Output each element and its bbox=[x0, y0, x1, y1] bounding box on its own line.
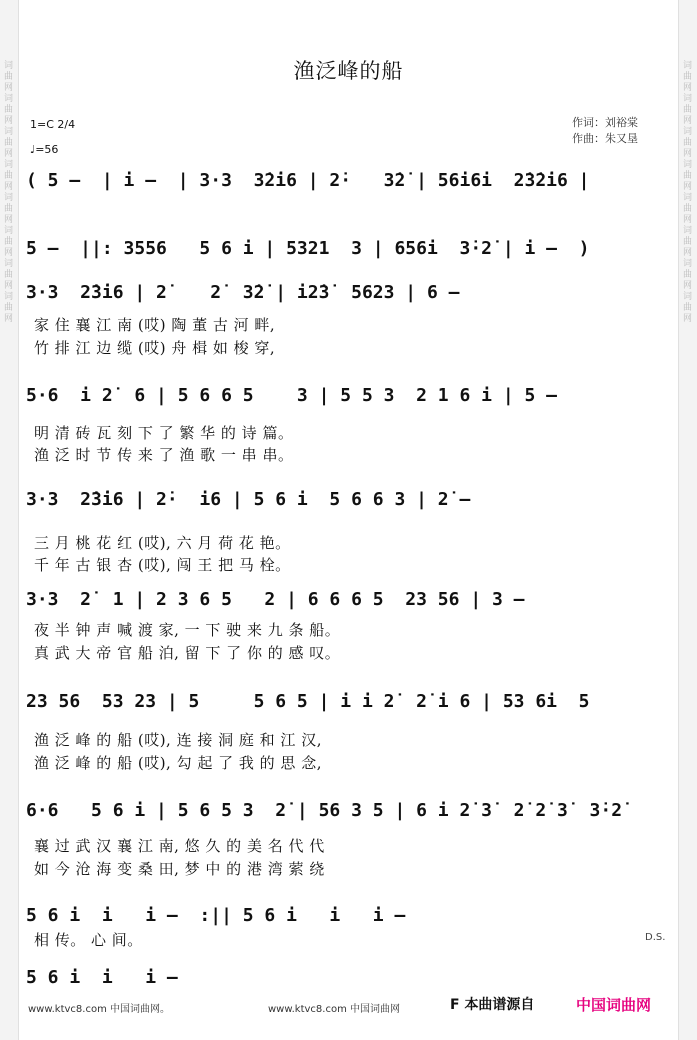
footer-url-middle[interactable]: www.ktvc8.com 中国词曲网 bbox=[268, 1004, 401, 1015]
lyric-row-6b: 真 武 大 帝 官 船 泊, 留 下 了 你 的 感 叹。 bbox=[34, 644, 341, 662]
tempo-marking: ♩=56 bbox=[30, 143, 59, 156]
lyric-row-3a: 家 住 襄 江 南 (哎) 陶 董 古 河 畔, bbox=[34, 316, 276, 334]
key-signature: 1=C 2/4 bbox=[30, 118, 76, 131]
notation-row-3: 3·3 2̇3̇i6 | 2̇ 2̇ 3̇2̇ | i2̇3̇ 5623 | 6 – bbox=[26, 282, 460, 303]
footer-site-name[interactable]: 中国词曲网 bbox=[576, 996, 652, 1014]
lyric-row-9: 相 传。 心 间。 bbox=[34, 931, 143, 949]
right-watermark-text: 词曲网词曲网词曲网词曲网词曲网词曲网词曲网词曲网 bbox=[681, 60, 691, 324]
notation-row-4: 5·6 i 2̇ 6 | 5 6 6 5 3 | 5 5 3 2 1 6 i | 5 – bbox=[26, 385, 558, 406]
notation-row-2: 5 – ||: 3556 5 6 i | 5321 3 | 656i 3̇·2̇ | i – ) bbox=[26, 238, 590, 259]
right-watermark-strip bbox=[678, 0, 697, 1040]
notation-row-5: 3·3 2̇3̇i6 | 2̇· i6 | 5 6 i 5 6 6 3 | 2̇ – bbox=[26, 489, 471, 510]
lyric-row-8b: 如 今 沧 海 变 桑 田, 梦 中 的 港 湾 萦 绕 bbox=[34, 860, 325, 878]
left-watermark-strip bbox=[0, 0, 19, 1040]
notation-row-1: ( 5 – | i – | 3·3 3̇2̇i6 | 2̇· 3̇2̇ | 56i6i 2̇3̇2̇i6 | bbox=[26, 170, 590, 191]
lyric-row-3b: 竹 排 江 边 缆 (哎) 舟 楫 如 梭 穿, bbox=[34, 339, 276, 357]
left-watermark-text: 词曲网词曲网词曲网词曲网词曲网词曲网词曲网词曲网 bbox=[2, 60, 12, 324]
footer bbox=[0, 992, 697, 1022]
credits-block bbox=[572, 115, 638, 147]
lyric-row-7b: 渔 泛 峰 的 船 (哎), 勾 起 了 我 的 思 念, bbox=[34, 754, 322, 772]
notation-row-7: 23 56 53 23 | 5 5 6 5 | i i 2̇ 2̇ i 6 | 53 6i 5 bbox=[26, 691, 590, 712]
composer-credit: 作曲：朱又垦 bbox=[572, 132, 638, 145]
lyric-row-4b: 渔 泛 时 节 传 来 了 渔 歌 一 串 串。 bbox=[34, 446, 294, 464]
notation-row-6: 3·3 2̇ 1 | 2 3 6 5 2 | 6 6 6 5 23 56 | 3 – bbox=[26, 589, 525, 610]
notation-row-8: 6·6 5 6 i | 5 6 5 3 2̇ | 56 3 5 | 6 i 2̇ 3̇ 2̇ 2̇ 3̇ 3̇·2̇ bbox=[26, 800, 623, 821]
lyric-row-5a: 三 月 桃 花 红 (哎), 六 月 荷 花 艳。 bbox=[34, 534, 291, 552]
footer-source-label: F 本曲谱源自 bbox=[450, 997, 535, 1013]
lyric-row-6a: 夜 半 钟 声 喊 渡 家, 一 下 驶 来 九 条 船。 bbox=[34, 621, 341, 639]
lyric-row-4a: 明 清 砖 瓦 刻 下 了 繁 华 的 诗 篇。 bbox=[34, 424, 294, 442]
lyricist-credit: 作词：刘裕棠 bbox=[572, 116, 638, 129]
lyric-row-5b: 千 年 古 银 杏 (哎), 闯 王 把 马 栓。 bbox=[34, 556, 291, 574]
footer-url-left[interactable]: www.ktvc8.com 中国词曲网。 bbox=[28, 1004, 171, 1015]
lyric-row-8a: 襄 过 武 汉 襄 江 南, 悠 久 的 美 名 代 代 bbox=[34, 837, 325, 855]
song-title: 渔泛峰的船 bbox=[293, 59, 404, 83]
lyric-row-7a: 渔 泛 峰 的 船 (哎), 连 接 洞 庭 和 江 汉, bbox=[34, 731, 322, 749]
notation-row-9: 5 6 i i i – :|| 5 6 i i i – bbox=[26, 905, 406, 926]
notation-row-10: 5 6 i i i – bbox=[26, 967, 178, 988]
dal-segno-mark: D.S. bbox=[645, 932, 666, 943]
